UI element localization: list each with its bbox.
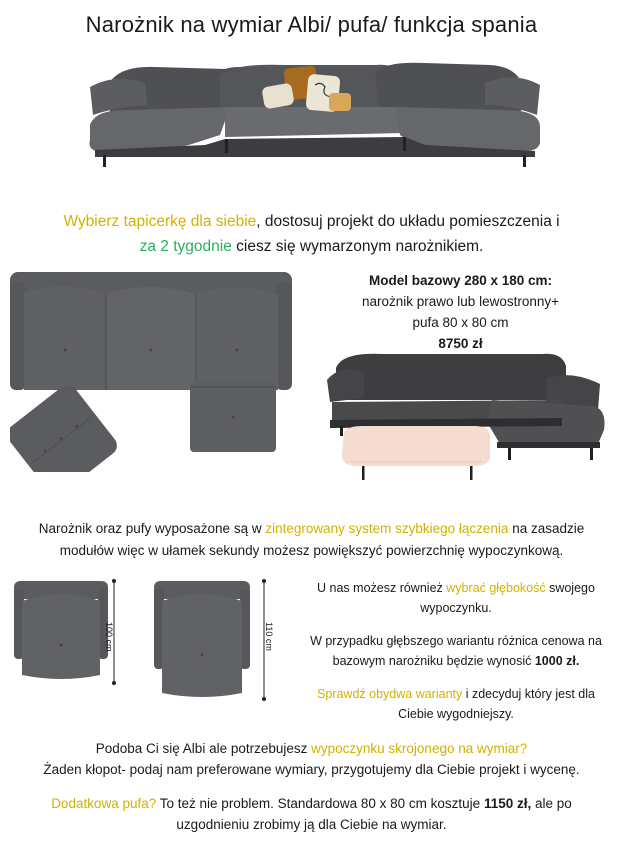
model-line-1: narożnik prawo lub lewostronny+ [362, 294, 559, 309]
intro-text-1: , dostosuj projekt do układu pomieszczenia i [256, 213, 560, 230]
pouf-highlight: Dodatkowa pufa? [51, 796, 157, 811]
depth-paragraph-1 [292, 578, 620, 618]
depth-text: U nas możesz również [317, 581, 447, 595]
custom-text: Podoba Ci się Albi ale potrzebujesz [95, 741, 312, 756]
depth-text: swojego [545, 581, 595, 595]
model-price: 8750 zł [438, 336, 483, 351]
pouf-price: 1150 zł, [483, 796, 532, 811]
modules-text-1: Narożnik oraz pufy wyposażone są w [38, 521, 266, 536]
depth-text: bazowym narożniku będzie wynosić [332, 654, 535, 668]
page-title: Narożnik na wymiar Albi/ pufa/ funkcja spania [85, 12, 538, 37]
depth-text: wypoczynku. [420, 601, 492, 615]
custom-highlight: wypoczynku skrojonego na wymiar? [311, 741, 528, 756]
intro-paragraph [10, 209, 613, 259]
custom-text: Żaden kłopot- podaj nam preferowane wymiary, przygotujemy dla Ciebie projekt i wycenę. [43, 762, 580, 777]
depth-highlight: Sprawdź obydwa warianty [317, 687, 463, 701]
modules-highlight: zintegrowany system szybkiego łączenia [265, 521, 509, 536]
intro-highlight-upholstery: Wybierz tapicerkę dla siebie [63, 213, 257, 230]
intro-highlight-time: za 2 tygodnie [139, 238, 232, 255]
model-line-2: pufa 80 x 80 cm [412, 315, 509, 330]
depth-info [292, 578, 620, 737]
modules-paragraph [10, 518, 613, 562]
corner-sofa-pouf-image [322, 350, 612, 482]
depth-text: Ciebie wygodniejszy. [398, 707, 514, 721]
seat-module-110-image [150, 575, 280, 707]
depth-label-100: 100 cm [104, 622, 114, 652]
pouf-text: uzgodnieniu zrobimy ją dla Ciebie na wymiar. [176, 817, 447, 832]
intro-text-2: ciesz się wymarzonym narożnikiem. [231, 238, 484, 255]
depth-label-110: 110 cm [264, 622, 274, 651]
depth-text: W przypadku głębszego wariantu różnica cenowa na [310, 634, 602, 648]
depth-text: i zdecyduj który jest dla [462, 687, 595, 701]
hero-sofa-image [85, 55, 545, 170]
model-heading: Model bazowy 280 x 180 cm: [368, 273, 553, 288]
model-base-info [318, 270, 603, 354]
custom-size-paragraph [0, 738, 623, 780]
pouf-text: ale po [531, 796, 572, 811]
depth-paragraph-3 [292, 684, 620, 724]
depth-price: 1000 zł. [534, 654, 580, 668]
modules-text-3: modułów więc w ułamek sekundy możesz powiększyć powierzchnię wypoczynkową. [59, 543, 564, 558]
modules-text-2: na zasadzie [508, 521, 585, 536]
pouf-text: To też nie problem. Standardowa 80 x 80 cm kosztuje [156, 796, 484, 811]
depth-highlight: wybrać głębokość [446, 581, 546, 595]
depth-paragraph-2 [292, 631, 620, 671]
extra-pouf-paragraph [0, 793, 623, 835]
layout-top-view-image [10, 272, 292, 472]
